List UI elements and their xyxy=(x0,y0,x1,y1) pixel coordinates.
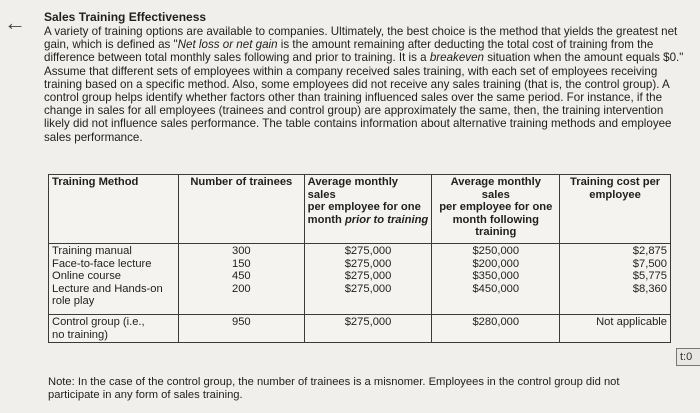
control-trainees-cell: 950 xyxy=(178,315,304,343)
header-training-method: Training Method xyxy=(49,175,179,244)
intro-paragraph: A variety of training options are available to companies. Ultimately, the best choice is the method that yields the greatest net gain, which is defined as "Net loss or net gain is the amount remaining after deducting the total cost of training from the difference between total monthly sales following and prior to training. It is a breakeven situation when the amount equals $0." Assume that different sets of employees within a company received sales training, with each set of employees receiving training based on a specific method. Also, some employees did not receive any sales training (that is, the control group). A control group helps identify whether factors other than training influenced sales over the same period. For instance, if the change in sales for all employees (trainees and control group) are approximately the same, then, the training intervention likely did not influence sales performance. The table contains information about alternative training methods and employee sales performance. xyxy=(44,25,684,144)
training-cost-cell: $2,875 $7,500 $5,775 $8,360 xyxy=(560,244,671,315)
trainees-cell: 300 150 450 200 xyxy=(178,244,304,315)
methods-cell: Training manual Face-to-face lecture Online course Lecture and Hands-on role play xyxy=(49,244,179,315)
control-cost-cell: Not applicable xyxy=(560,315,671,343)
training-table xyxy=(48,174,671,343)
header-number-of-trainees: Number of trainees xyxy=(178,175,304,244)
control-method-cell: Control group (i.e., no training) xyxy=(49,315,179,343)
header-sales-prior: Average monthly sales per employee for one month prior to training xyxy=(304,175,432,244)
table-note: Note: In the case of the control group, the number of trainees is a misnomer. Employees in the control group did not participate in any form of sales training. xyxy=(48,376,620,401)
header-sales-following: Average monthly sales per employee for one month following training xyxy=(432,175,560,244)
control-prior-cell: $275,000 xyxy=(304,315,432,343)
page-title: Sales Training Effectiveness xyxy=(44,10,207,24)
prior-sales-cell: $275,000 $275,000 $275,000 $275,000 xyxy=(304,244,432,315)
problem-text xyxy=(44,10,684,144)
table-row xyxy=(49,244,671,315)
following-sales-cell: $250,000 $200,000 $350,000 $450,000 xyxy=(432,244,560,315)
control-following-cell: $280,000 xyxy=(432,315,560,343)
back-arrow-icon[interactable]: ← xyxy=(4,10,26,35)
side-panel-tab[interactable]: t:0 xyxy=(676,348,700,366)
table-header-row xyxy=(49,175,671,244)
table-row-control-group xyxy=(49,315,671,343)
header-training-cost: Training cost per employee xyxy=(560,175,671,244)
